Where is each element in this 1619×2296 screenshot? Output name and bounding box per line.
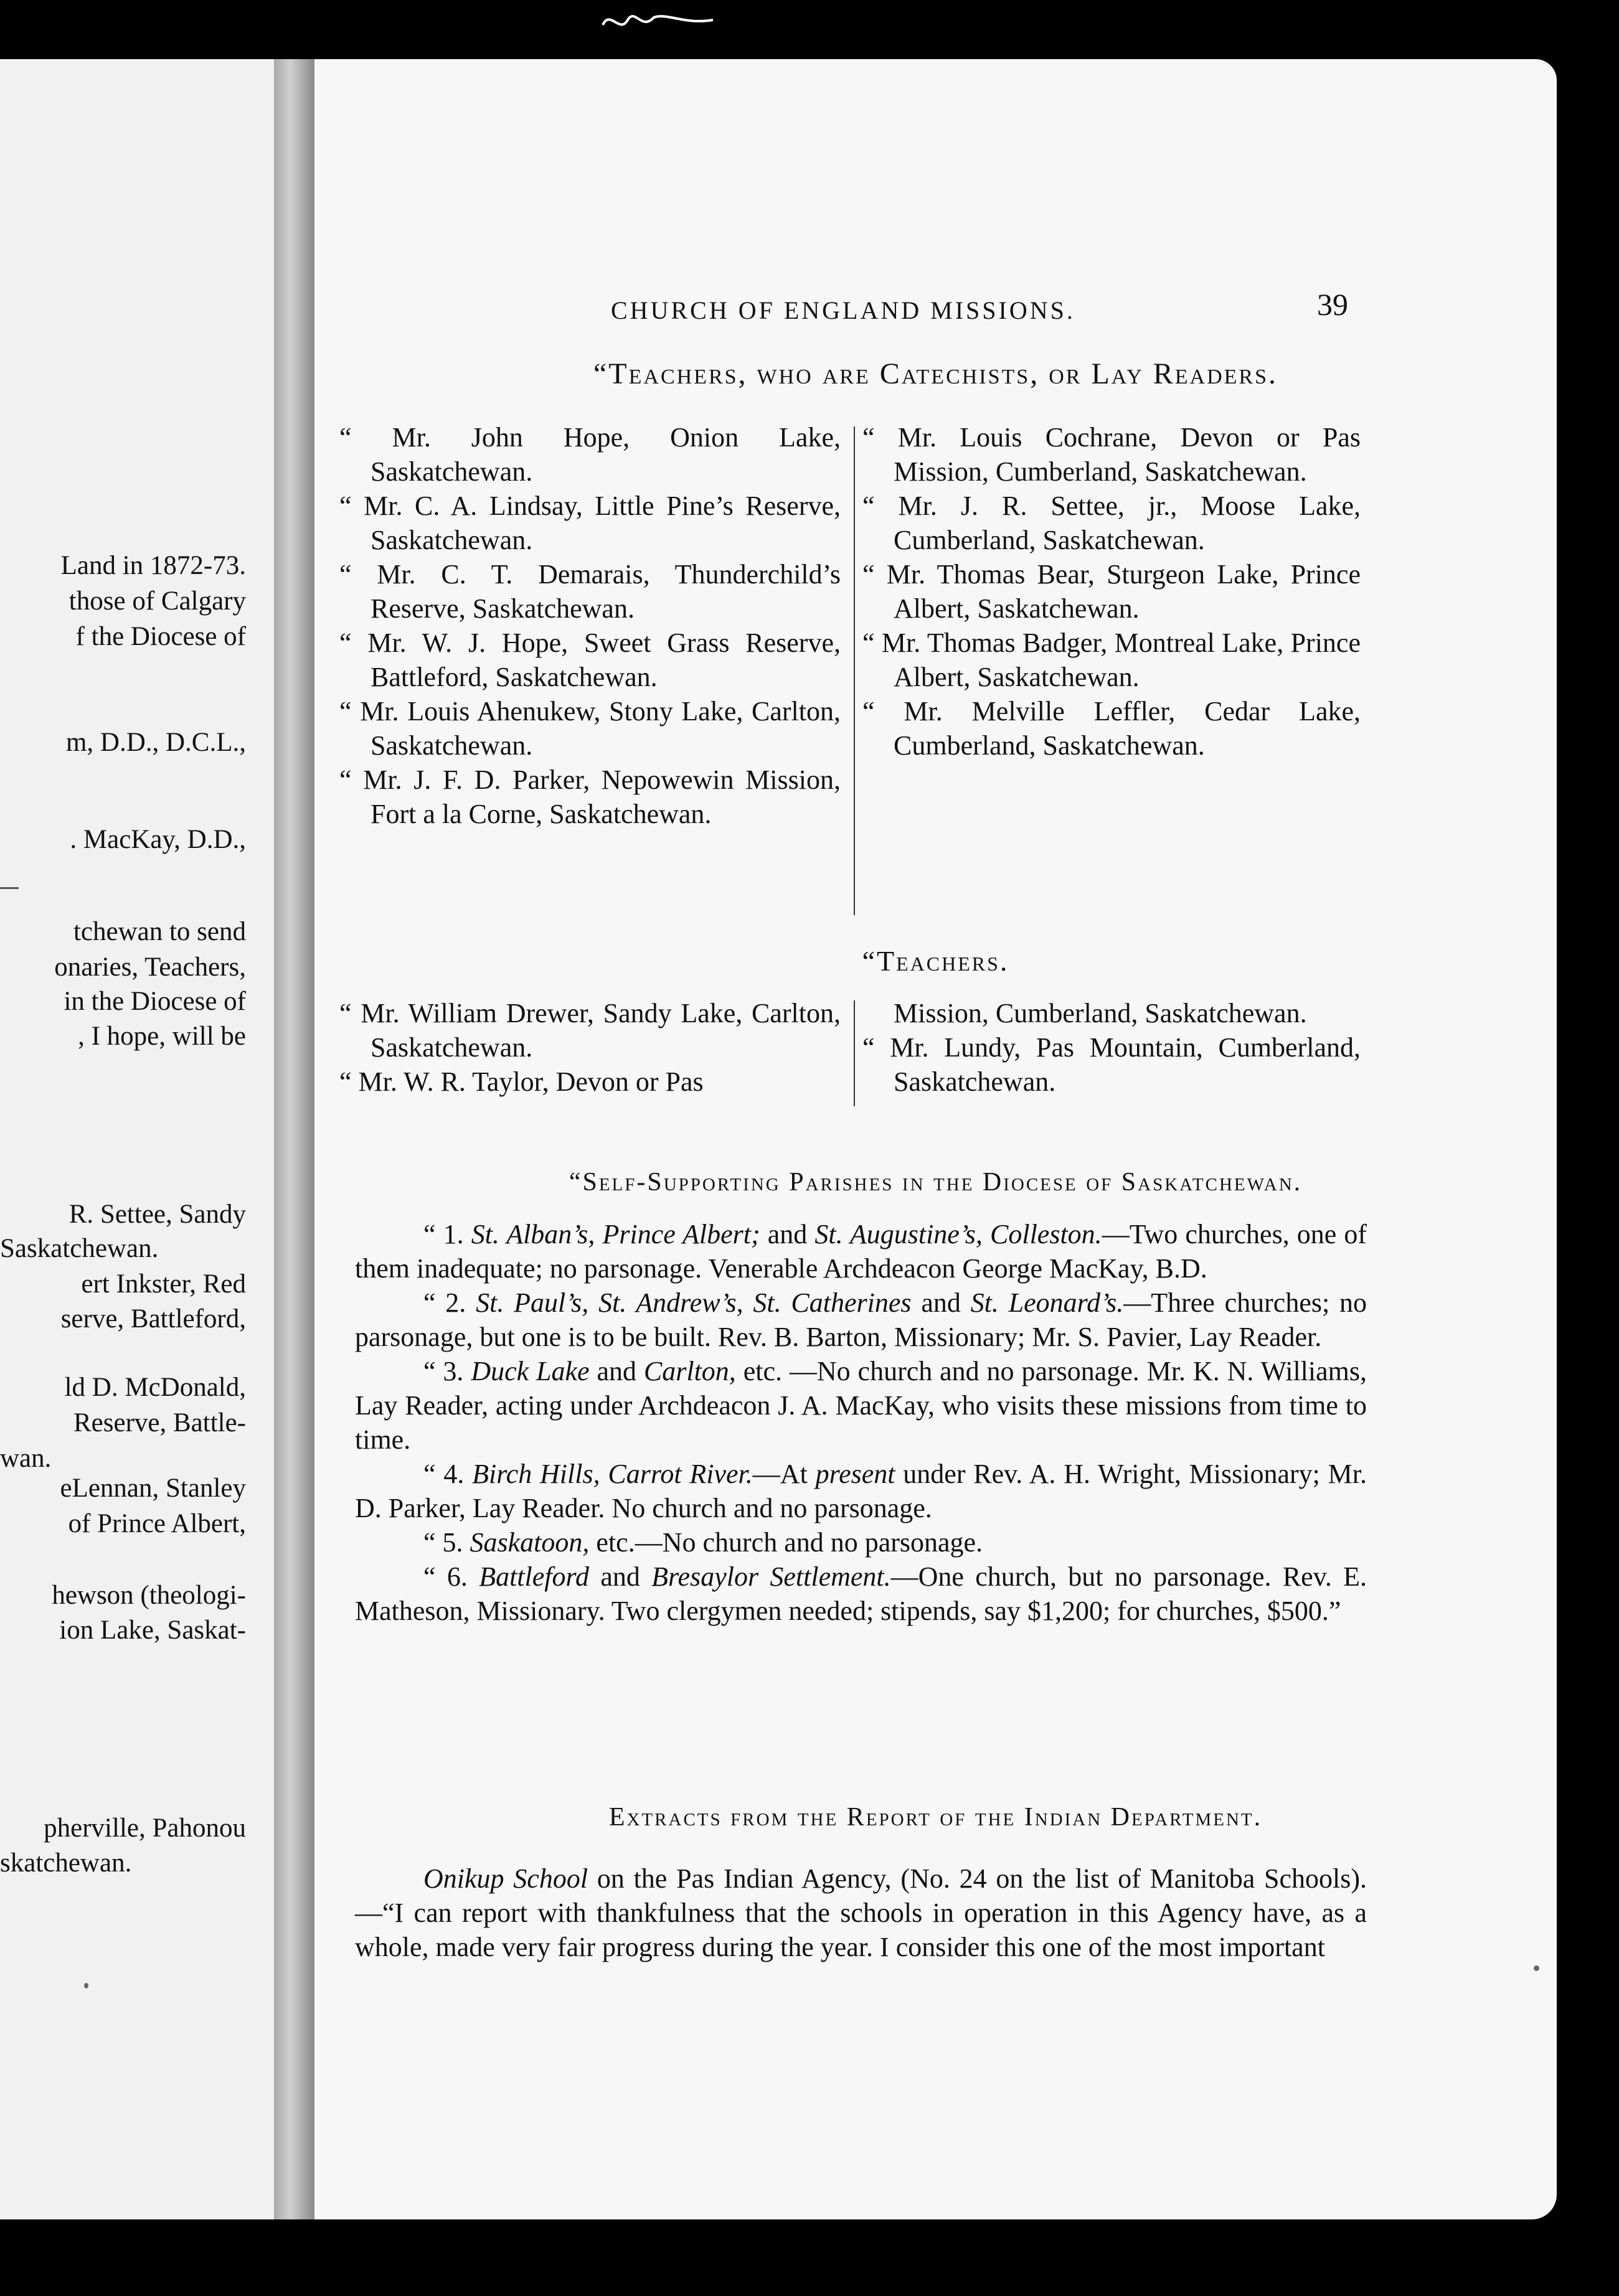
left-line: R. Settee, Sandy: [68, 1200, 246, 1229]
left-line: serve, Battleford,: [60, 1304, 246, 1334]
list-item: “ Mr. J. F. D. Parker, Nepowewin Mission, Fort a la Corne, Saskatchewan.: [339, 765, 841, 829]
list-item: “ Mr. John Hope, Onion Lake, Saskatchewan.: [339, 422, 841, 487]
teachers-left-column: [339, 996, 841, 1099]
left-line: in the Diocese of: [64, 987, 246, 1016]
catechists-left-column: [339, 420, 841, 831]
left-page-fragment: [0, 59, 274, 2219]
list-item: “ Mr. William Drewer, Sandy Lake, Carlton, Saskatchewan.: [339, 998, 841, 1063]
column-rule: [854, 426, 855, 915]
left-line: Land in 1872-73.: [60, 551, 246, 580]
left-line: hewson (theologi-: [52, 1581, 246, 1610]
parish-item: “ 2. St. Paul’s, St. Andrew’s, St. Catherines and St. Leonard’s.—Three churches; no parsonage, but one is to be built. Rev. B. Barton, Missionary; Mr. S. Pavier, Lay Reader.: [355, 1287, 1367, 1352]
list-item: “ Mr. Thomas Bear, Sturgeon Lake, Prince Albert, Saskatchewan.: [862, 559, 1361, 624]
catechists-right-column: [862, 420, 1361, 763]
list-item: “ Mr. Louis Ahenukew, Stony Lake, Carlton, Saskatchewan.: [339, 696, 841, 761]
left-line: f the Diocese of: [75, 622, 246, 651]
left-line: those of Calgary: [68, 586, 246, 616]
left-line: of Prince Albert,: [68, 1509, 246, 1538]
list-item: “ Mr. W. J. Hope, Sweet Grass Reserve, Battleford, Saskatchewan.: [339, 628, 841, 692]
left-line: ert Inkster, Red: [81, 1269, 246, 1299]
section-heading-extracts: Extracts from the Report of the Indian Department.: [608, 1803, 1263, 1832]
left-line: skatchewan.: [0, 1848, 132, 1878]
column-rule: [854, 1000, 855, 1106]
left-line: tchewan to send: [73, 917, 246, 946]
left-line: , I hope, will be: [78, 1022, 246, 1051]
ink-speck: [84, 1983, 88, 1988]
list-item: “ Mr. J. R. Settee, jr., Moose Lake, Cumberland, Saskatchewan.: [862, 491, 1361, 555]
parish-item: “ 4. Birch Hills, Carrot River.—At present under Rev. A. H. Wright, Missionary; Mr. D. Parker, Lay Reader. No church and no parsonage.: [355, 1459, 1367, 1523]
left-line: onaries, Teachers,: [54, 953, 246, 982]
list-item: Mission, Cumberland, Saskatchewan.: [894, 998, 1307, 1028]
ink-speck: [1534, 1965, 1539, 1971]
left-line: . MacKay, D.D.,: [70, 825, 246, 854]
running-head: CHURCH OF ENGLAND MISSIONS.: [611, 296, 1075, 324]
parish-item: “ 3. Duck Lake and Carlton, etc. —No church and no parsonage. Mr. K. N. Williams, Lay Reader, acting under Archdeacon J. A. MacKay, who visits these missions from time to time.: [355, 1356, 1367, 1455]
left-line: eLennan, Stanley: [60, 1474, 246, 1503]
list-item: “ Mr. W. R. Taylor, Devon or Pas: [339, 1066, 704, 1097]
right-page: [314, 59, 1557, 2219]
list-item: “ Mr. C. T. Demarais, Thunderchild’s Reserve, Saskatchewan.: [339, 559, 841, 624]
left-line: Saskatchewan.: [0, 1234, 159, 1263]
list-item: “ Mr. Melville Leffler, Cedar Lake, Cumberland, Saskatchewan.: [862, 696, 1361, 761]
left-dash: [0, 887, 19, 889]
parishes-list: [355, 1217, 1367, 1628]
top-pen-mark: [598, 6, 716, 35]
extract-text: Onikup School on the Pas Indian Agency, (No. 24 on the list of Manitoba Schools).—“I can report with thankfulness that the schools in operation in this Agency have, as a whole, made very fair progress during the year. I consider this one of the most important: [355, 1863, 1367, 1962]
left-line: pherville, Pahonou: [44, 1814, 246, 1843]
left-line: ld D. McDonald,: [64, 1373, 246, 1402]
list-item: “ Mr. Louis Cochrane, Devon or Pas Mission, Cumberland, Saskatchewan.: [862, 422, 1361, 487]
parish-item: “ 1. St. Alban’s, Prince Albert; and St. Augustine’s, Colleston.—Two churches, one of them inadequate; no parsonage. Venerable Archdeacon George MacKay, B.D.: [355, 1219, 1367, 1284]
teachers-right-column: [862, 996, 1361, 1099]
extract-paragraph: [355, 1861, 1367, 1964]
book-gutter: [274, 59, 314, 2219]
parish-item: “ 6. Battleford and Bresaylor Settlement.—One church, but no parsonage. Rev. E. Matheson, Missionary. Two clergymen needed; stipends, say $1,200; for churches, $500.”: [355, 1561, 1367, 1626]
page-number: 39: [1317, 287, 1348, 322]
left-line: Reserve, Battle-: [73, 1408, 246, 1437]
section-heading-teachers: “Teachers.: [862, 945, 1009, 977]
left-line: wan.: [0, 1444, 52, 1473]
list-item: “ Mr. Lundy, Pas Mountain, Cumberland, Saskatchewan.: [862, 1032, 1361, 1097]
section-heading-catechists: “Teachers, who are Catechists, or Lay Readers.: [593, 357, 1278, 390]
parish-item: “ 5. Saskatoon, etc.—No church and no parsonage.: [423, 1527, 983, 1558]
section-heading-parishes: “Self-Supporting Parishes in the Diocese of Saskatchewan.: [569, 1168, 1303, 1197]
left-line: m, D.D., D.C.L.,: [65, 728, 246, 757]
list-item: “ Mr. Thomas Badger, Montreal Lake, Prince Albert, Saskatchewan.: [862, 628, 1361, 692]
left-line: ion Lake, Saskat-: [59, 1616, 246, 1645]
list-item: “ Mr. C. A. Lindsay, Little Pine’s Reserve, Saskatchewan.: [339, 491, 841, 555]
